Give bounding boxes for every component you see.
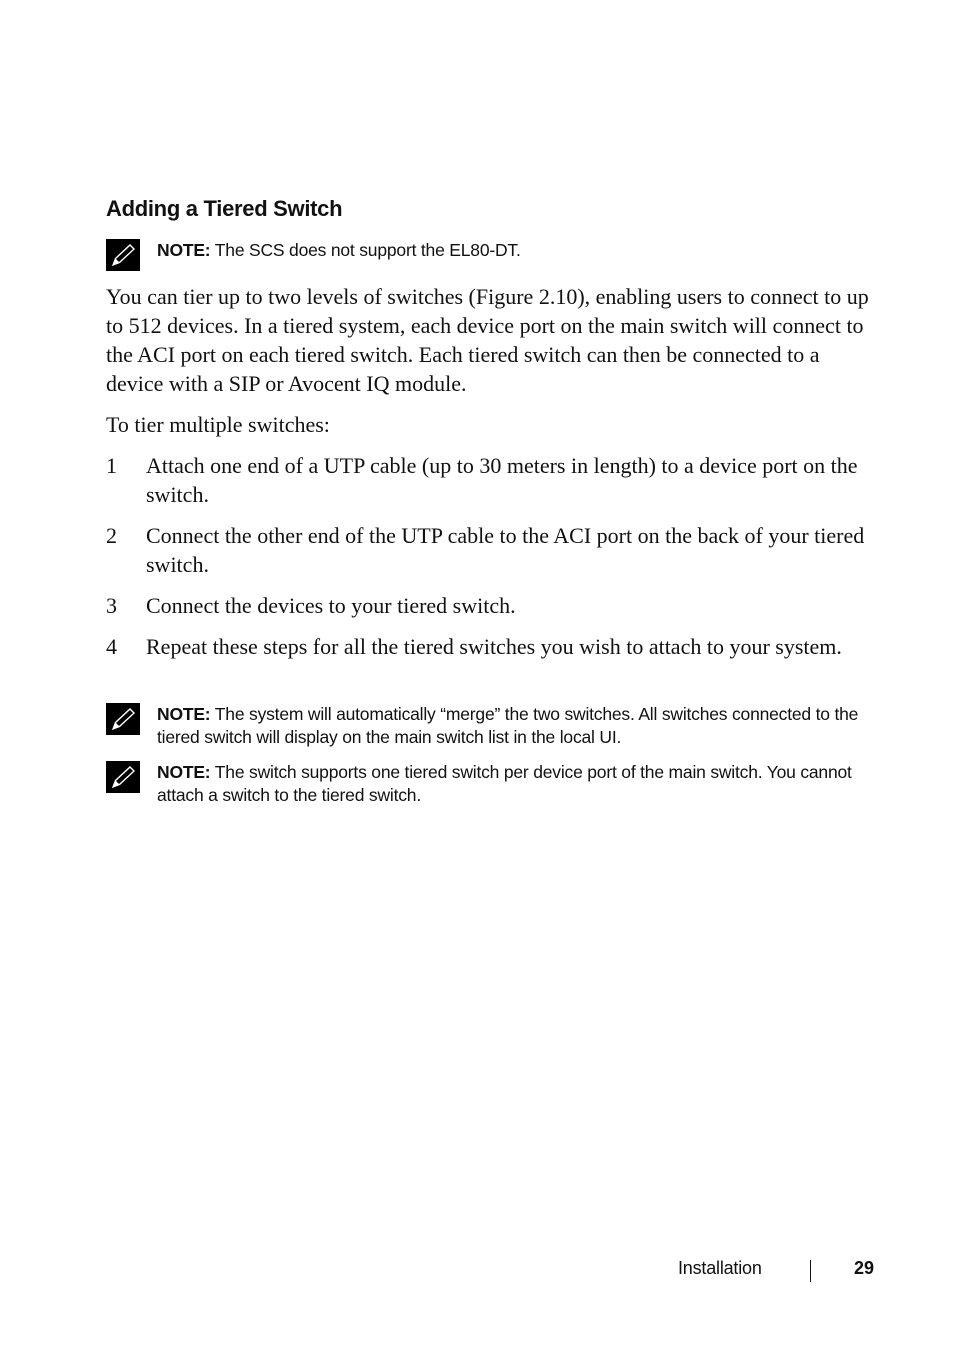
step-number: 4: [106, 634, 117, 659]
steps-intro: To tier multiple switches:: [106, 412, 330, 437]
list-item: [106, 632, 871, 661]
note-label: NOTE:: [157, 240, 211, 260]
note-pencil-icon: [106, 239, 140, 271]
step-number: 1: [106, 453, 117, 478]
note-pencil-icon: [106, 703, 140, 735]
note-body: The switch supports one tiered switch per device port of the main switch. You cannot attach a switch to the tiered switch.: [157, 762, 852, 805]
note-2: [106, 703, 866, 749]
note-text: [157, 761, 866, 807]
footer-section-title: Installation: [678, 1258, 762, 1278]
step-text: Connect the other end of the UTP cable to the ACI port on the back of your tiered switch.: [146, 523, 865, 577]
page-number: 29: [854, 1258, 875, 1278]
note-text: [157, 239, 866, 262]
note-body: The system will automatically “merge” the two switches. All switches connected to the tiered switch will display on the main switch list in the local UI.: [157, 704, 859, 747]
note-3: [106, 761, 866, 807]
note-body: The SCS does not support the EL80-DT.: [210, 240, 521, 260]
note-text: [157, 703, 866, 749]
step-number: 3: [106, 593, 117, 618]
note-1: [106, 239, 866, 262]
intro-paragraph: You can tier up to two levels of switches (Figure 2.10), enabling users to connect to up to 512 devices. In a tiered system, each device port on the main switch will connect to the ACI port on each tiered switch. Each tiered switch can then be connected to a device with a SIP or Avocent IQ module.: [106, 284, 869, 396]
page-footer: [0, 1258, 954, 1284]
note-label: NOTE:: [157, 704, 211, 724]
list-item: [106, 521, 871, 579]
footer-divider: [810, 1260, 811, 1282]
note-pencil-icon: [106, 761, 140, 793]
steps-list: [106, 451, 871, 673]
step-number: 2: [106, 523, 117, 548]
list-item: [106, 451, 871, 509]
step-text: Attach one end of a UTP cable (up to 30 meters in length) to a device port on the switch.: [146, 453, 858, 507]
step-text: Repeat these steps for all the tiered switches you wish to attach to your system.: [146, 634, 842, 659]
section-heading: Adding a Tiered Switch: [106, 196, 343, 221]
list-item: [106, 591, 871, 620]
note-label: NOTE:: [157, 762, 211, 782]
step-text: Connect the devices to your tiered switch.: [146, 593, 516, 618]
